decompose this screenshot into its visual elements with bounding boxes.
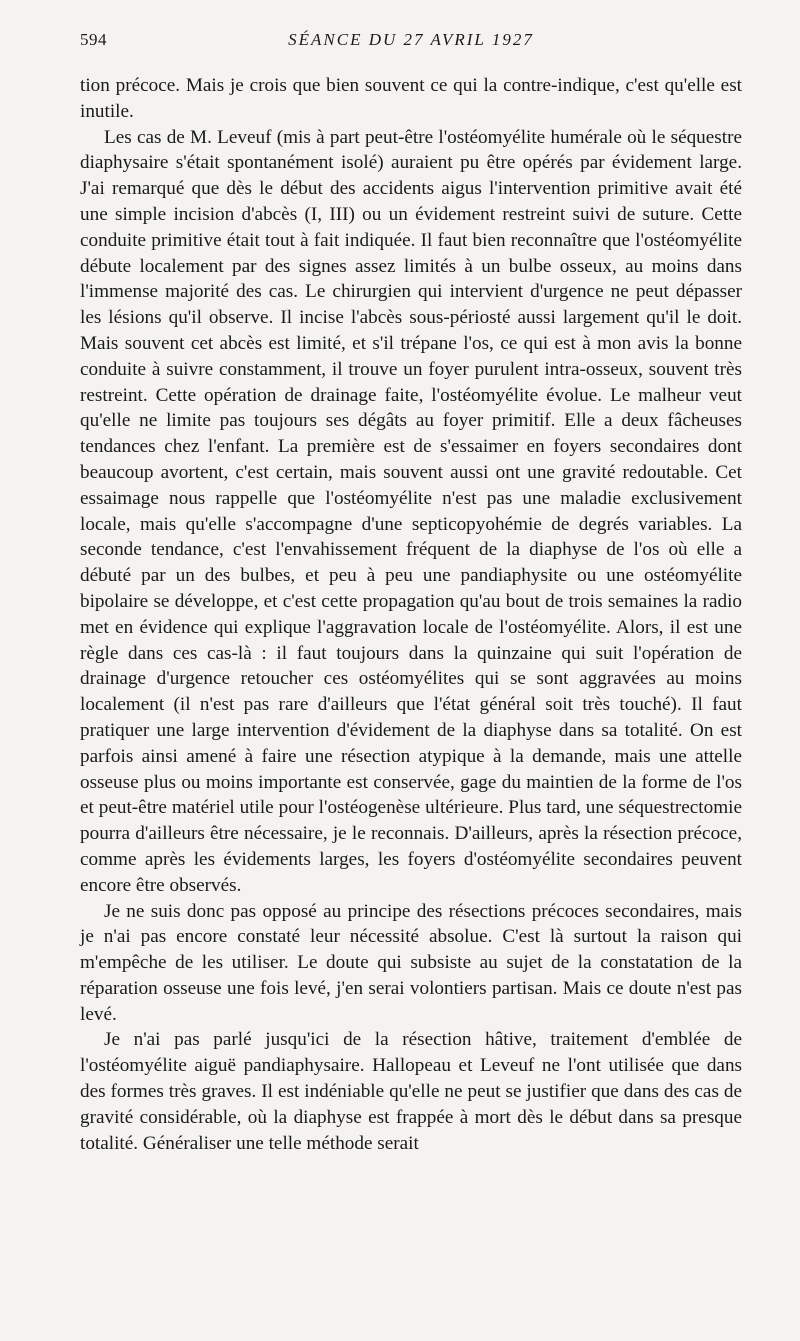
- running-head: SÉANCE DU 27 AVRIL 1927: [288, 30, 534, 49]
- page-number: 594: [80, 30, 107, 49]
- paragraph-continuation: tion précoce. Mais je crois que bien souvent ce qui la contre-indique, c'est qu'elle est inutile.: [80, 75, 742, 122]
- page-header: [80, 30, 742, 56]
- paragraph-leveuf-cases: Les cas de M. Leveuf (mis à part peut-être l'ostéomyélite humérale où le séquestre diaphysaire s'était spontanément isolé) auraient pu être opérés par évidement large. J'ai remarqué que dès le début des accidents aigus l'intervention primitive avait été une simple incision d'abcès (I, III) ou un évidement restreint suivi de suture. Cette conduite primitive était tout à fait indiquée. Il faut bien reconnaître que l'ostéomyélite débute localement par des signes assez limités à un bulbe osseux, au moins dans l'immense majorité des cas. Le chirurgien qui intervient d'urgence ne peut dépasser les lésions qu'il observe. Il incise l'abcès sous-périosté aussi largement qu'il le doit. Mais souvent cet abcès est limité, et s'il trépane l'os, ce qui est à mon avis la bonne conduite à suivre constamment, il trouve un foyer purulent intra-osseux, souvent très restreint. Cette opération de drainage faite, l'ostéomyélite évolue. Le malheur veut qu'elle ne limite pas toujours ses dégâts au foyer primitif. Elle a deux fâcheuses tendances chez l'enfant. La première est de s'essaimer en foyers secondaires dont beaucoup avortent, c'est certain, mais souvent aussi ont une gravité redoutable. Cet essaimage nous rappelle que l'ostéomyélite n'est pas une maladie exclusivement locale, mais qu'elle s'accompagne d'une septicopyohémie de degrés variables. La seconde tendance, c'est l'envahissement fréquent de la diaphyse de l'os où elle a débuté par un des bulbes, et peu à peu une pandiaphysite ou une ostéomyélite bipolaire se développe, et c'est cette propagation qu'au bout de trois semaines la radio met en évidence qui explique l'aggravation locale de l'ostéomyélite. Alors, il est une règle dans ces cas-là : il faut toujours dans la quinzaine qui suit l'opération de drainage d'urgence retoucher ces ostéomyélites qui se sont aggravées au moins localement (il n'est pas rare d'ailleurs que l'état général soit très touché). Il faut pratiquer une large intervention d'évidement de la diaphyse dans sa totalité. On est parfois ainsi amené à faire une résection atypique à la demande, mais une attelle osseuse plus ou moins importante est conservée, gage du maintien de la forme de l'os et peut-être matériel utile pour l'ostéogenèse ultérieure. Plus tard, une séquestrectomie pourra d'ailleurs être nécessaire, je le reconnais. D'ailleurs, après la résection précoce, comme après les évidements larges, les foyers d'ostéomyélite secondaires peuvent encore être observés.: [80, 126, 742, 896]
- paragraph-secondary-resections: Je ne suis donc pas opposé au principe des résections précoces secondaires, mais je n'ai pas encore constaté leur nécessité absolue. C'est là surtout la raison qui m'empêche de les utiliser. Le doute qui subsiste au sujet de la constatation de la réparation osseuse une fois levé, j'en serai volontiers partisan. Mais ce doute n'est pas levé.: [80, 900, 742, 1025]
- paragraph-early-resection: Je n'ai pas parlé jusqu'ici de la résection hâtive, traitement d'emblée de l'ostéomyélite aiguë pandiaphysaire. Hallopeau et Leveuf ne l'ont utilisée que dans des formes très graves. Il est indéniable qu'elle ne peut se justifier que dans des cas de gravité considérable, où la diaphyse est frappée à mort dès le début dans sa presque totalité. Généraliser une telle méthode serait: [80, 1029, 742, 1154]
- body-text: [80, 73, 742, 1156]
